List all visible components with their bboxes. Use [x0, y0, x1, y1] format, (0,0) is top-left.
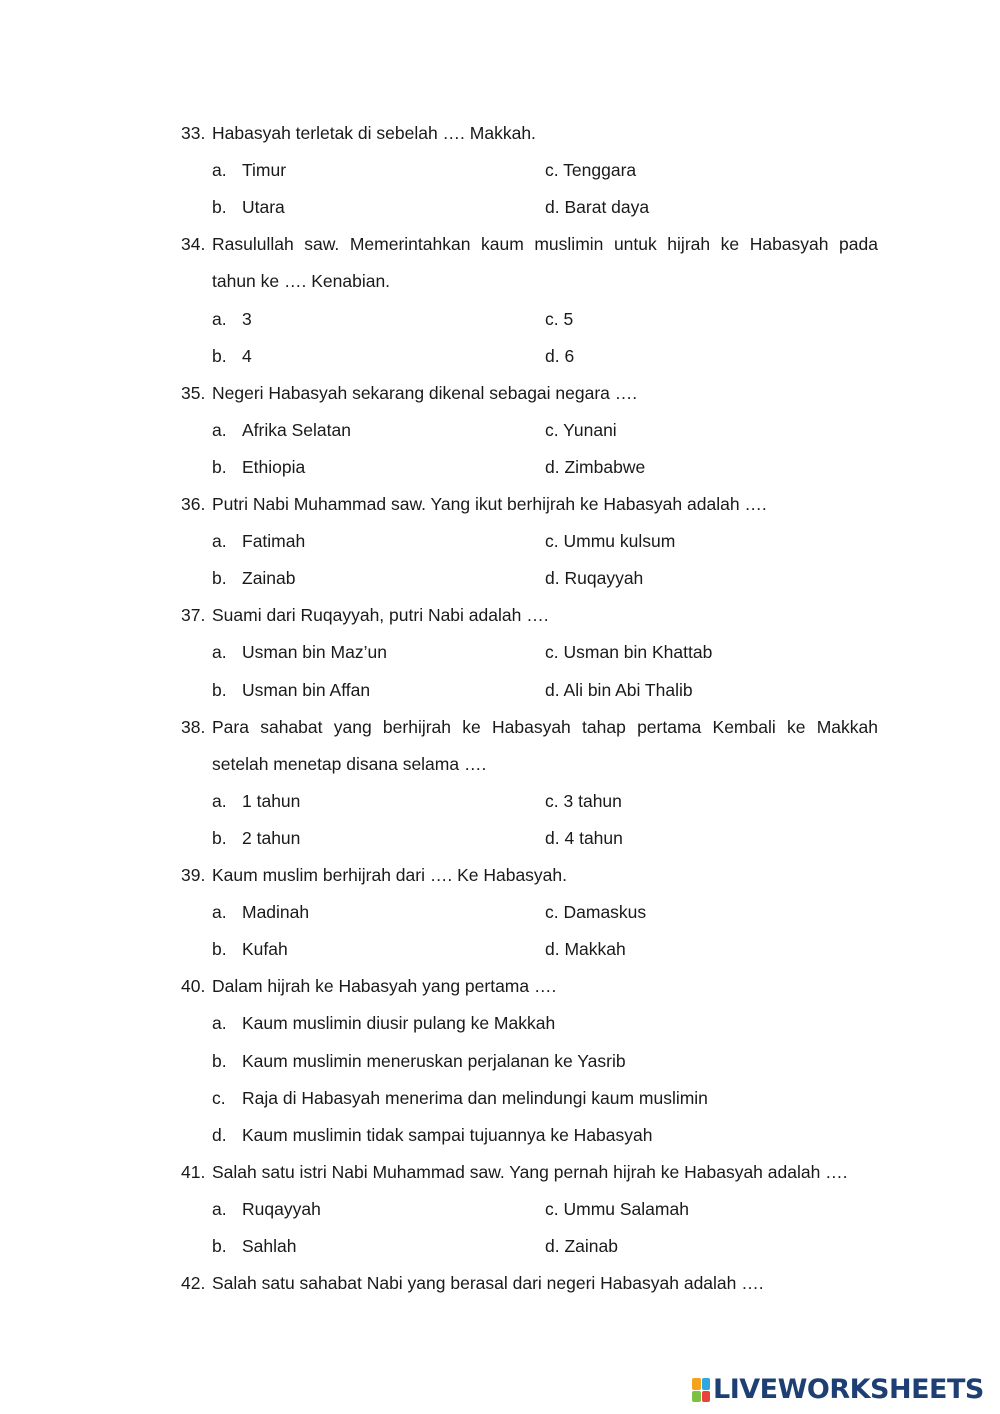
option-text[interactable]: Usman bin Maz’un: [242, 642, 387, 663]
option-text[interactable]: Damaskus: [563, 902, 647, 923]
option-text[interactable]: Madinah: [242, 902, 310, 923]
option-text[interactable]: Usman bin Khattab: [563, 642, 713, 663]
option-text[interactable]: Raja di Habasyah menerima dan melindungi kaum muslimin: [242, 1087, 708, 1108]
option-item[interactable]: [545, 158, 636, 182]
option-text[interactable]: Timur: [242, 160, 287, 181]
option-item[interactable]: [545, 678, 693, 702]
option-text[interactable]: 4 tahun: [564, 827, 623, 848]
option-text[interactable]: Zainab: [564, 1236, 618, 1256]
option-letter[interactable]: d.: [545, 1236, 560, 1256]
option-item[interactable]: [0, 1011, 1000, 1035]
question-text: Rasulullah saw. Memerintahkan kaum muslimin untuk hijrah ke Habasyah pada: [212, 234, 878, 255]
options-row: [0, 195, 1000, 219]
question-text: Putri Nabi Muhammad saw. Yang ikut berhijrah ke Habasyah adalah ….: [212, 494, 767, 514]
option-text[interactable]: Usman bin Affan: [242, 679, 371, 700]
question-text: Salah satu sahabat Nabi yang berasal dari negeri Habasyah adalah ….: [212, 1273, 764, 1294]
options-row: [0, 1197, 1000, 1221]
option-text[interactable]: Kufah: [242, 939, 288, 960]
option-item[interactable]: [545, 1234, 618, 1258]
option-letter[interactable]: d.: [545, 345, 560, 366]
option-letter[interactable]: a.: [212, 419, 227, 440]
options-row: [0, 566, 1000, 590]
option-letter[interactable]: d.: [545, 939, 560, 960]
option-text[interactable]: Yunani: [563, 419, 617, 440]
option-text[interactable]: Sahlah: [242, 1236, 297, 1256]
option-text[interactable]: 2 tahun: [242, 827, 301, 848]
question-stem: [0, 974, 1000, 998]
option-text[interactable]: 3: [242, 308, 252, 329]
options-row: [0, 455, 1000, 479]
options-row: [0, 307, 1000, 331]
option-item[interactable]: [0, 1049, 1000, 1073]
option-text[interactable]: Zimbabwe: [564, 456, 646, 477]
question-text: Habasyah terletak di sebelah …. Makkah.: [212, 123, 536, 143]
option-text[interactable]: Ali bin Abi Thalib: [563, 679, 693, 700]
option-letter[interactable]: b.: [212, 568, 227, 589]
option-letter[interactable]: d.: [545, 679, 560, 700]
option-item[interactable]: [545, 529, 675, 553]
option-letter[interactable]: b.: [212, 827, 227, 848]
option-letter[interactable]: a.: [212, 790, 227, 811]
option-letter[interactable]: c.: [545, 642, 559, 663]
option-text[interactable]: 6: [564, 345, 575, 366]
question-text: setelah menetap disana selama ….: [212, 753, 487, 774]
question-text: Para sahabat yang berhijrah ke Habasyah tahap pertama Kembali ke Makkah: [212, 716, 878, 737]
option-item[interactable]: [545, 307, 573, 331]
option-item[interactable]: [545, 418, 617, 442]
option-text[interactable]: Makkah: [564, 939, 626, 960]
option-text[interactable]: Kaum muslimin tidak sampai tujuannya ke Habasyah: [242, 1124, 653, 1145]
options-row: [0, 344, 1000, 368]
option-letter[interactable]: c.: [545, 902, 559, 923]
question-text: Kaum muslim berhijrah dari …. Ke Habasyah.: [212, 865, 568, 885]
option-letter[interactable]: b.: [212, 679, 227, 700]
option-item[interactable]: [545, 900, 646, 924]
question-number: 36.: [181, 494, 206, 514]
option-letter[interactable]: a.: [212, 642, 227, 663]
options-row: [0, 418, 1000, 442]
options-row: [0, 1234, 1000, 1258]
option-text[interactable]: 5: [563, 308, 574, 329]
options-row: [0, 789, 1000, 813]
option-item[interactable]: [545, 195, 649, 219]
question-stem-continued: [0, 752, 1000, 776]
option-text[interactable]: Tenggara: [563, 160, 637, 181]
option-letter[interactable]: c.: [545, 1198, 559, 1219]
question-stem: [0, 715, 1000, 739]
question-number: 34.: [181, 234, 206, 255]
option-letter[interactable]: c.: [545, 419, 559, 440]
question-number: 35.: [181, 382, 206, 403]
option-text[interactable]: Afrika Selatan: [242, 419, 351, 440]
option-letter[interactable]: d.: [545, 568, 560, 589]
question-stem: [0, 492, 1000, 516]
options-row: [0, 640, 1000, 664]
question-text: Dalam hijrah ke Habasyah yang pertama ….: [212, 976, 557, 997]
option-text[interactable]: Kaum muslimin meneruskan perjalanan ke Yasrib: [242, 1050, 626, 1071]
question-stem-continued: [0, 269, 1000, 293]
question-text: Suami dari Ruqayyah, putri Nabi adalah ….: [212, 605, 549, 626]
option-item[interactable]: [545, 789, 622, 813]
question-number: 42.: [181, 1273, 206, 1294]
option-text[interactable]: Ruqayyah: [564, 568, 644, 589]
options-row: [0, 158, 1000, 182]
option-letter[interactable]: b.: [212, 939, 227, 960]
option-letter[interactable]: a.: [212, 160, 227, 181]
option-text[interactable]: Ruqayyah: [242, 1198, 321, 1219]
option-letter[interactable]: a.: [212, 1013, 227, 1034]
option-text[interactable]: Ummu kulsum: [563, 531, 676, 552]
question-stem: [0, 121, 1000, 145]
option-item[interactable]: [545, 640, 712, 664]
option-letter[interactable]: b.: [212, 456, 227, 477]
option-letter[interactable]: b.: [212, 1050, 227, 1071]
option-letter[interactable]: c.: [545, 160, 559, 181]
brand-name: LIVEWORKSHEETS: [713, 1374, 984, 1405]
option-letter[interactable]: a.: [212, 902, 227, 923]
question-number: 39.: [181, 865, 206, 885]
option-letter[interactable]: c.: [545, 531, 559, 552]
options-row: [0, 826, 1000, 850]
question-stem: [0, 603, 1000, 627]
option-item[interactable]: [545, 344, 574, 368]
question-number: 41.: [181, 1161, 206, 1182]
option-letter[interactable]: c.: [545, 790, 559, 811]
option-letter[interactable]: c.: [212, 1087, 226, 1108]
option-letter[interactable]: d.: [545, 827, 560, 848]
question-stem: [0, 1271, 1000, 1295]
question-stem: [0, 381, 1000, 405]
question-text: Negeri Habasyah sekarang dikenal sebagai negara ….: [212, 382, 638, 403]
option-text[interactable]: 1 tahun: [242, 790, 301, 811]
option-text[interactable]: Utara: [242, 197, 285, 218]
option-letter[interactable]: d.: [212, 1124, 227, 1145]
liveworksheets-brand: [692, 1374, 990, 1406]
options-row: [0, 937, 1000, 961]
option-letter[interactable]: a.: [212, 531, 227, 552]
option-letter[interactable]: a.: [212, 1198, 227, 1219]
option-letter[interactable]: d.: [545, 456, 560, 477]
option-text[interactable]: Ethiopia: [242, 456, 306, 477]
option-item[interactable]: [0, 1086, 1000, 1110]
options-row: [0, 529, 1000, 553]
question-text: tahun ke …. Kenabian.: [212, 271, 391, 292]
option-item[interactable]: [0, 1123, 1000, 1147]
option-text[interactable]: Fatimah: [242, 531, 306, 552]
option-text[interactable]: Kaum muslimin diusir pulang ke Makkah: [242, 1013, 556, 1034]
option-letter[interactable]: d.: [545, 197, 560, 218]
option-item[interactable]: [545, 566, 643, 590]
question-stem: [0, 1160, 1000, 1184]
option-text[interactable]: 3 tahun: [563, 790, 622, 811]
question-number: 33.: [181, 123, 206, 143]
option-letter[interactable]: b.: [212, 197, 227, 218]
question-number: 38.: [181, 716, 206, 737]
option-text[interactable]: Ummu Salamah: [563, 1198, 689, 1219]
option-item[interactable]: [545, 1197, 689, 1221]
option-letter[interactable]: a.: [212, 308, 227, 329]
question-number: 40.: [181, 976, 206, 997]
option-text[interactable]: 4: [242, 345, 252, 366]
option-item[interactable]: [545, 455, 645, 479]
question-text: Salah satu istri Nabi Muhammad saw. Yang pernah hijrah ke Habasyah adalah ….: [212, 1161, 848, 1182]
liveworksheets-logo-icon: [692, 1378, 710, 1402]
option-letter[interactable]: c.: [545, 308, 559, 329]
option-letter[interactable]: b.: [212, 1236, 227, 1256]
option-text[interactable]: Zainab: [242, 568, 296, 589]
option-letter[interactable]: b.: [212, 345, 227, 366]
option-text[interactable]: Barat daya: [564, 197, 650, 218]
options-row: [0, 678, 1000, 702]
option-item[interactable]: [545, 937, 626, 961]
question-stem: [0, 232, 1000, 256]
option-item[interactable]: [545, 826, 623, 850]
question-number: 37.: [181, 605, 206, 626]
question-stem: [0, 863, 1000, 887]
options-row: [0, 900, 1000, 924]
